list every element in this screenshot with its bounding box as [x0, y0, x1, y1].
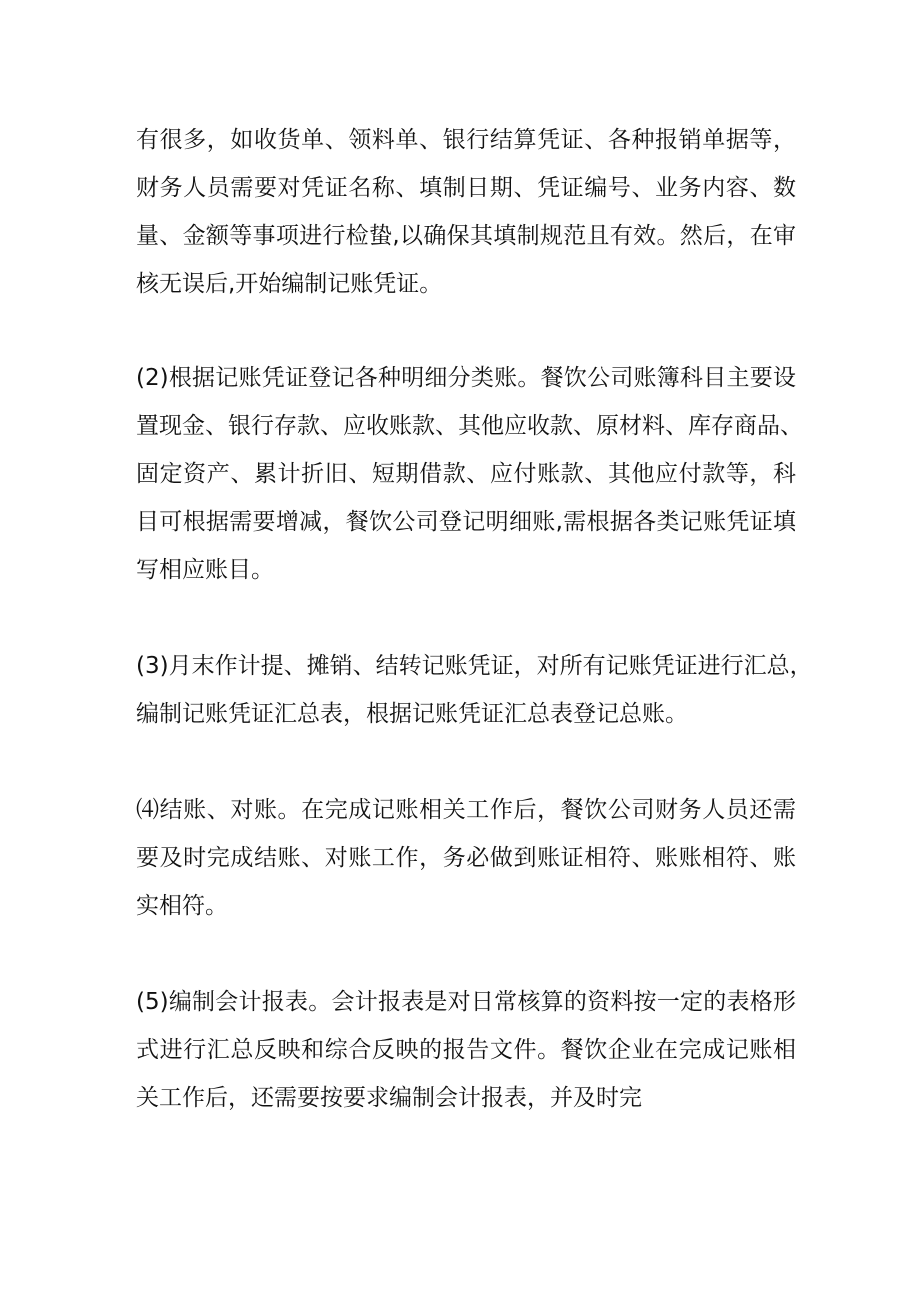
text-line: 式进行汇总反映和综合反映的报告文件。餐饮企业在完成记账相 — [136, 1037, 796, 1063]
text-line: 固定资产、累计折旧、短期借款、应付账款、其他应付款等，科 — [136, 461, 796, 487]
text-line: 实相符。 — [136, 893, 228, 919]
text-line: 置现金、银行存款、应收账款、其他应收款、原材料、库存商品、 — [136, 413, 803, 439]
text-line: (3)月末作计提、摊销、结转记账凭证，对所有记账凭证进行汇总， — [136, 653, 813, 679]
text-line: 目可根据需要增减，餐饮公司登记明细账,需根据各类记账凭证填 — [136, 509, 796, 535]
text-line: 关工作后，还需要按要求编制会计报表，并及时完 — [136, 1085, 642, 1111]
text-line: (5)编制会计报表。会计报表是对日常核算的资料按一定的表格形 — [136, 989, 796, 1015]
text-line: ⑷结账、对账。在完成记账相关工作后，餐饮公司财务人员还需 — [136, 797, 796, 823]
text-line: 核无误后,开始编制记账凭证。 — [136, 271, 443, 297]
text-line: 要及时完成结账、对账工作，务必做到账证相符、账账相符、账 — [136, 845, 796, 871]
text-line: 编制记账凭证汇总表，根据记账凭证汇总表登记总账。 — [136, 701, 688, 727]
paragraph-4 — [136, 786, 796, 930]
paragraph-1 — [136, 116, 796, 308]
paragraph-3 — [136, 642, 813, 738]
paragraph-5 — [136, 978, 796, 1122]
text-line: 量、金额等事项进行检蛰,以确保其填制规范且有效。然后，在审 — [136, 223, 796, 249]
text-line: (2)根据记账凭证登记各种明细分类账。餐饮公司账簿科目主要设 — [136, 365, 796, 391]
text-line: 有很多，如收货单、领料单、银行结算凭证、各种报销单据等， — [136, 127, 796, 153]
text-line: 财务人员需要对凭证名称、填制日期、凭证编号、业务内容、数 — [136, 175, 796, 201]
paragraph-2 — [136, 354, 803, 594]
text-line: 写相应账目。 — [136, 557, 274, 583]
